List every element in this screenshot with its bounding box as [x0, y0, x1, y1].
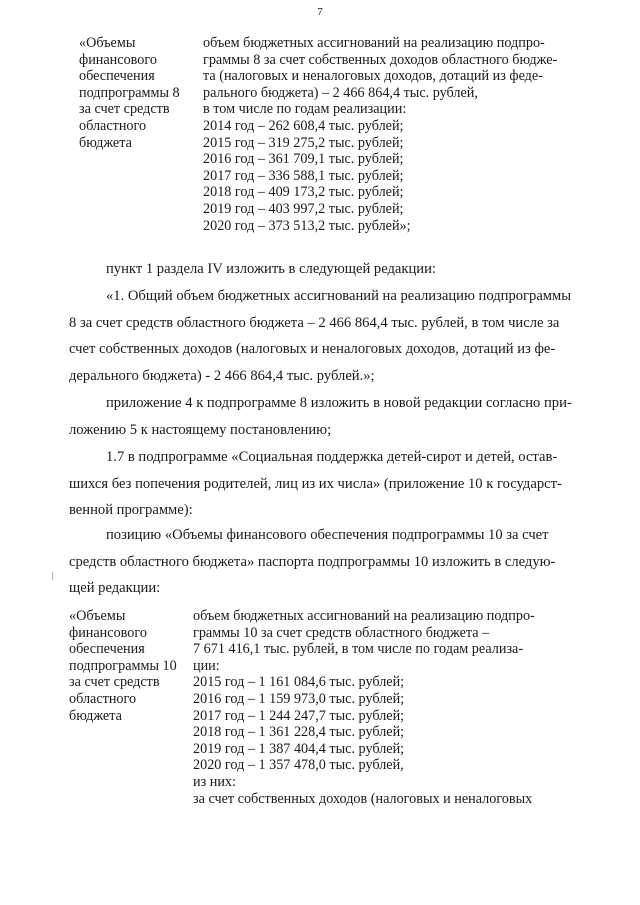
paragraph-line: средств областного бюджета» паспорта подпрограммы 10 изложить в следую- [69, 553, 556, 570]
label-line: финансового [79, 51, 157, 68]
text-line: ции: [193, 657, 220, 674]
paragraph-line: венной программе): [69, 502, 193, 518]
paragraph-position-volume [0, 522, 555, 602]
label-line: «Объемы [69, 608, 126, 624]
text-line: 2017 год – 336 588,1 тыс. рублей; [203, 167, 404, 184]
text-line: 2020 год – 373 513,2 тыс. рублей»; [203, 217, 411, 234]
paragraph-subprogram-10 [0, 444, 562, 524]
label-line: за счет средств [69, 674, 160, 691]
text-line: объем бюджетных ассигнований на реализацию подпро- [203, 35, 545, 51]
label-line: обеспечения [69, 641, 145, 658]
paragraph-line: дерального бюджета) - 2 466 864,4 тыс. рублей.»; [69, 367, 375, 384]
label-line: бюджета [79, 134, 132, 151]
label-line: финансового [69, 624, 147, 641]
paragraph-line: пункт 1 раздела IV изложить в следующей редакции: [106, 261, 436, 277]
paragraph-line: счет собственных доходов (налоговых и неналоговых доходов, дотаций из фе- [69, 341, 556, 357]
block-text [203, 35, 557, 234]
paragraph-line: приложение 4 к подпрограмме 8 изложить в новой редакции согласно при- [106, 395, 572, 411]
text-line: 2019 год – 403 997,2 тыс. рублей; [203, 200, 404, 217]
label-line: за счет средств [79, 101, 170, 118]
text-line: 2020 год – 1 357 478,0 тыс. рублей, [193, 757, 404, 774]
text-line: граммы 10 за счет средств областного бюджета – [193, 624, 490, 641]
paragraph-line: 8 за счет средств областного бюджета – 2 466 864,4 тыс. рублей, в том числе за [69, 314, 560, 331]
paragraph-line: «1. Общий объем бюджетных ассигнований на реализацию подпрограммы [106, 288, 572, 304]
text-line: 2017 год – 1 244 247,7 тыс. рублей; [193, 707, 405, 724]
paragraph-total-volume [0, 283, 571, 389]
text-line: 2014 год – 262 608,4 тыс. рублей; [203, 117, 404, 134]
text-line: граммы 8 за счет собственных доходов областного бюдже- [203, 51, 558, 68]
paragraph-line: ложению 5 к настоящему постановлению; [69, 421, 332, 438]
text-line: 2018 год – 1 361 228,4 тыс. рублей; [193, 724, 405, 741]
text-line: 2015 год – 1 161 084,6 тыс. рублей; [193, 674, 405, 691]
text-line: 2016 год – 1 159 973,0 тыс. рублей; [193, 690, 405, 707]
paragraph-line: позицию «Объемы финансового обеспечения подпрограммы 10 за счет [106, 527, 549, 543]
text-line: 7 671 416,1 тыс. рублей, в том числе по годам реализа- [193, 641, 524, 658]
block-text [193, 608, 535, 807]
label-line: подпрограммы 10 [69, 657, 177, 674]
label-line: областного [69, 690, 137, 707]
label-line: бюджета [69, 707, 122, 724]
paragraph-line: шихся без попечения родителей, лиц из их числа» (приложение 10 к государст- [69, 475, 562, 492]
block-label [79, 35, 180, 151]
text-line: та (налоговых и неналоговых доходов, дотаций из феде- [203, 68, 543, 85]
text-line: 2019 год – 1 387 404,4 тыс. рублей; [193, 740, 405, 757]
text-line: в том числе по годам реализации: [203, 101, 407, 118]
label-line: обеспечения [79, 68, 155, 85]
text-line: из них: [193, 773, 236, 790]
scan-margin-mark [52, 572, 53, 580]
paragraph-appendix-4 [0, 390, 572, 443]
paragraph-section-iv [106, 256, 436, 283]
text-line: 2016 год – 361 709,1 тыс. рублей; [203, 151, 404, 168]
paragraph-line: 1.7 в подпрограмме «Социальная поддержка детей-сирот и детей, остав- [106, 449, 558, 465]
text-line: за счет собственных доходов (налоговых и неналоговых [193, 790, 533, 807]
label-line: областного [79, 117, 147, 134]
text-line: рального бюджета) – 2 466 864,4 тыс. рублей, [203, 84, 478, 101]
paragraph-line: щей редакции: [69, 580, 161, 596]
text-line: объем бюджетных ассигнований на реализацию подпро- [193, 608, 535, 624]
text-line: 2018 год – 409 173,2 тыс. рублей; [203, 184, 404, 201]
block-label [69, 608, 177, 724]
label-line: «Объемы [79, 35, 136, 51]
page-number: 7 [317, 6, 323, 18]
text-line: 2015 год – 319 275,2 тыс. рублей; [203, 134, 404, 151]
label-line: подпрограммы 8 [79, 84, 180, 101]
